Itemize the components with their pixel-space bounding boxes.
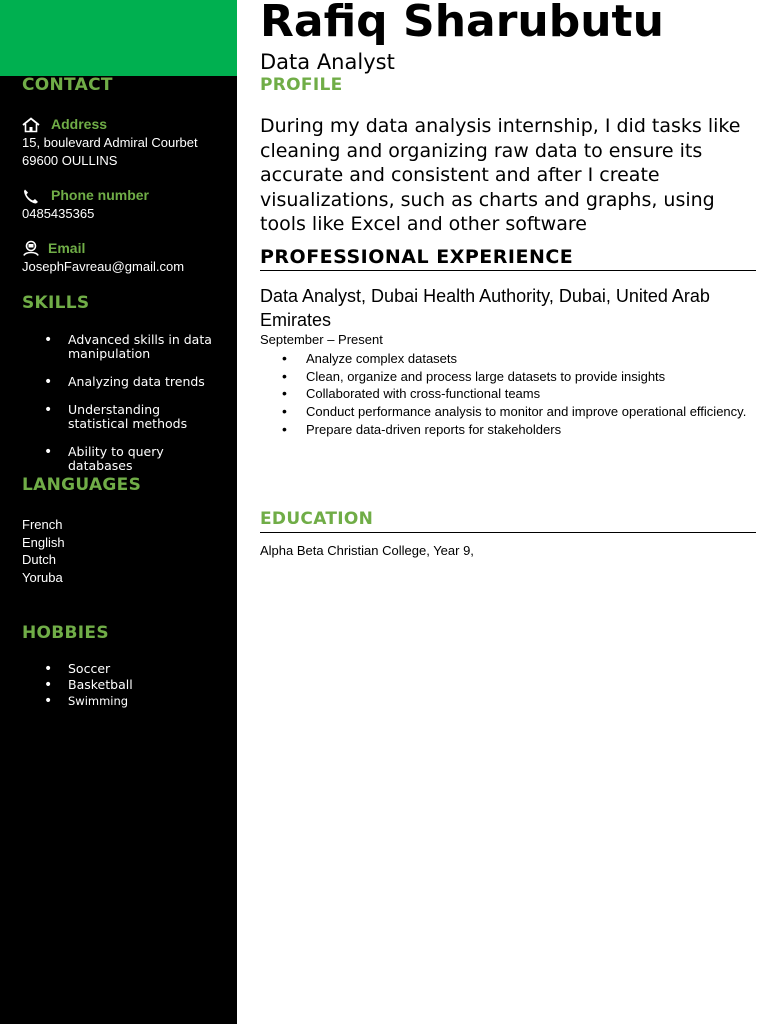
duty-item: • Collaborated with cross-functional teams — [260, 385, 756, 403]
hobbies-list — [0, 662, 237, 710]
candidate-title: Data Analyst — [260, 50, 395, 74]
hobby-item: • Soccer — [0, 662, 237, 676]
home-icon — [22, 117, 40, 133]
hobby-item: • Basketball — [0, 678, 237, 692]
duties-list — [260, 350, 756, 439]
profile-heading: PROFILE — [260, 75, 343, 95]
address-line-2: 69600 OULLINS — [22, 153, 118, 168]
skill-item: • Ability to query databases — [0, 445, 237, 473]
profile-text: During my data analysis internship, I did tasks like cleaning and organizing raw data to ensure its accurate and consistent and after I create visualizations, such as charts and graphs, using tools like Excel and other software — [260, 115, 741, 235]
language-item: French — [22, 517, 63, 532]
duty-item: • Clean, organize and process large datasets to provide insights — [260, 368, 756, 386]
address-label: Address — [51, 116, 108, 132]
duty-item: • Analyze complex datasets — [260, 350, 756, 368]
skill-item: • Understanding statistical methods — [0, 403, 237, 431]
education-text: Alpha Beta Christian College, Year 9, — [260, 543, 474, 558]
email-label: Email — [48, 240, 86, 256]
sidebar-accent-block — [0, 0, 237, 76]
email-person-icon — [22, 240, 40, 256]
phone-icon — [22, 188, 40, 204]
languages-list — [22, 516, 65, 587]
job-dates: September – Present — [260, 332, 383, 347]
language-item: Dutch — [22, 552, 56, 568]
hobby-item: • Swimming — [0, 694, 237, 708]
languages-heading: LANGUAGES — [22, 475, 142, 495]
candidate-name: Rafiq Sharubutu — [260, 0, 664, 47]
skills-heading: SKILLS — [22, 293, 90, 313]
address-line-1: 15, boulevard Admiral Courbet — [22, 135, 198, 150]
hobbies-heading: HOBBIES — [22, 623, 109, 643]
language-item: English — [22, 534, 65, 550]
experience-heading: PROFESSIONAL EXPERIENCE — [260, 246, 756, 271]
skill-item: • Analyzing data trends — [0, 375, 237, 389]
duty-item: • Prepare data-driven reports for stakeholders — [260, 421, 756, 439]
education-heading: EDUCATION — [260, 509, 756, 533]
phone-label: Phone number — [51, 187, 150, 203]
skill-item: • Advanced skills in data manipulation — [0, 333, 237, 361]
email-address: JosephFavreau@gmail.com — [22, 259, 185, 274]
skills-list — [0, 333, 237, 487]
contact-heading: CONTACT — [22, 75, 113, 95]
duty-item: • Conduct performance analysis to monitor and improve operational efficiency. — [260, 403, 756, 421]
phone-number: 0485435365 — [22, 206, 95, 221]
job-title-line: Data Analyst, Dubai Health Authority, Dubai, United Arab Emirates — [260, 286, 710, 330]
language-item: Yoruba — [22, 570, 63, 586]
